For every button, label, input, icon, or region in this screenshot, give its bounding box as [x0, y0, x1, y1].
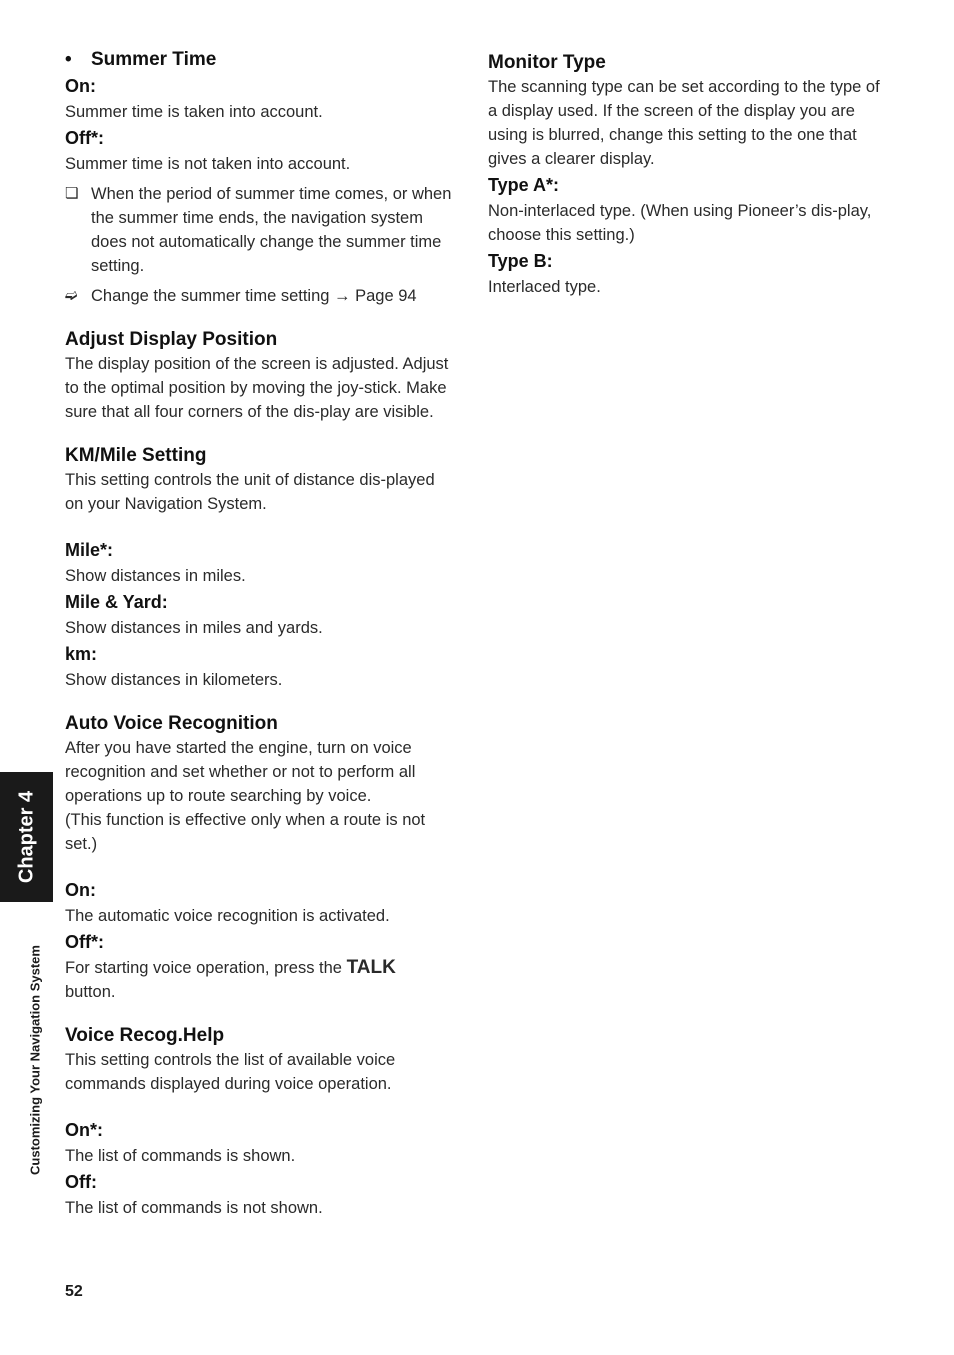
mile-label: Mile*: — [65, 540, 114, 560]
type-b-desc: Interlaced type. — [488, 278, 601, 296]
auto-voice-desc: After you have started the engine, turn on voice recognition and set whether or not to perform all operations up to route searching by voice. — [65, 739, 416, 805]
monitor-type-heading: Monitor Type — [488, 52, 606, 73]
chapter-tab — [0, 772, 53, 902]
auto-voice-off-desc: For starting voice operation, press the TALK button. — [65, 957, 396, 1001]
summer-on-desc: Summer time is taken into account. — [65, 103, 323, 121]
auto-voice-off-label: Off*: — [65, 932, 104, 952]
auto-voice-heading: Auto Voice Recognition — [65, 713, 278, 734]
auto-voice-desc2: (This function is effective only when a route is not set.) — [65, 811, 426, 853]
voice-help-desc: This setting controls the list of available voice commands displayed during voice operation. — [65, 1051, 396, 1093]
voice-help-off-desc: The list of commands is not shown. — [65, 1199, 323, 1217]
note-checkbox-icon: ❏ — [65, 185, 79, 202]
mile-yard-desc: Show distances in miles and yards. — [65, 619, 323, 637]
km-desc: Show distances in kilometers. — [65, 671, 283, 689]
km-mile-desc: This setting controls the unit of distance dis-played on your Navigation System. — [65, 471, 435, 513]
adjust-display-heading: Adjust Display Position — [65, 329, 278, 350]
summer-off-desc: Summer time is not taken into account. — [65, 155, 351, 173]
adjust-display-desc: The display position of the screen is adjusted. Adjust to the optimal position by moving the joy-stick. Make sure that all four corners of the dis-play are visible. — [65, 355, 449, 421]
talk-button-label: TALK — [346, 957, 396, 978]
bullet-icon: • — [65, 49, 72, 70]
type-b-label: Type B: — [488, 251, 553, 271]
summer-ref: ➫ Change the summer time setting → Page 94 — [65, 284, 455, 308]
auto-voice-on-desc: The automatic voice recognition is activated. — [65, 907, 390, 925]
summer-off-label: Off*: — [65, 128, 104, 148]
summer-note: ❏ When the period of summer time comes, or when the summer time ends, the navigation system does not automatically change the summer time setting. — [65, 182, 455, 278]
left-column — [65, 48, 455, 1220]
voice-help-heading: Voice Recog.Help — [65, 1025, 225, 1046]
voice-help-on-label: On*: — [65, 1120, 103, 1140]
voice-help-off-label: Off: — [65, 1172, 97, 1192]
chapter-label: Chapter 4 — [15, 790, 37, 884]
km-label: km: — [65, 644, 98, 664]
auto-voice-on-label: On: — [65, 880, 96, 900]
mile-yard-label: Mile & Yard: — [65, 592, 168, 612]
type-a-label: Type A*: — [488, 175, 560, 195]
right-column — [488, 48, 880, 299]
monitor-type-desc: The scanning type can be set according to the type of a display used. If the screen of the display you are using is blurred, change this setting to the one that gives a clearer display. — [488, 78, 880, 168]
voice-help-on-desc: The list of commands is shown. — [65, 1147, 296, 1165]
summer-on-label: On: — [65, 76, 96, 96]
type-a-desc: Non-interlaced type. (When using Pioneer’s dis-play, choose this setting.) — [488, 202, 872, 244]
summer-time-heading: • Summer Time — [65, 49, 217, 70]
km-mile-heading: KM/Mile Setting — [65, 445, 207, 466]
page-number: 52 — [65, 1283, 83, 1300]
reference-arrow-icon: ➫ — [65, 287, 78, 304]
mile-desc: Show distances in miles. — [65, 567, 246, 585]
section-side-label: Customizing Your Navigation System — [27, 945, 43, 1175]
